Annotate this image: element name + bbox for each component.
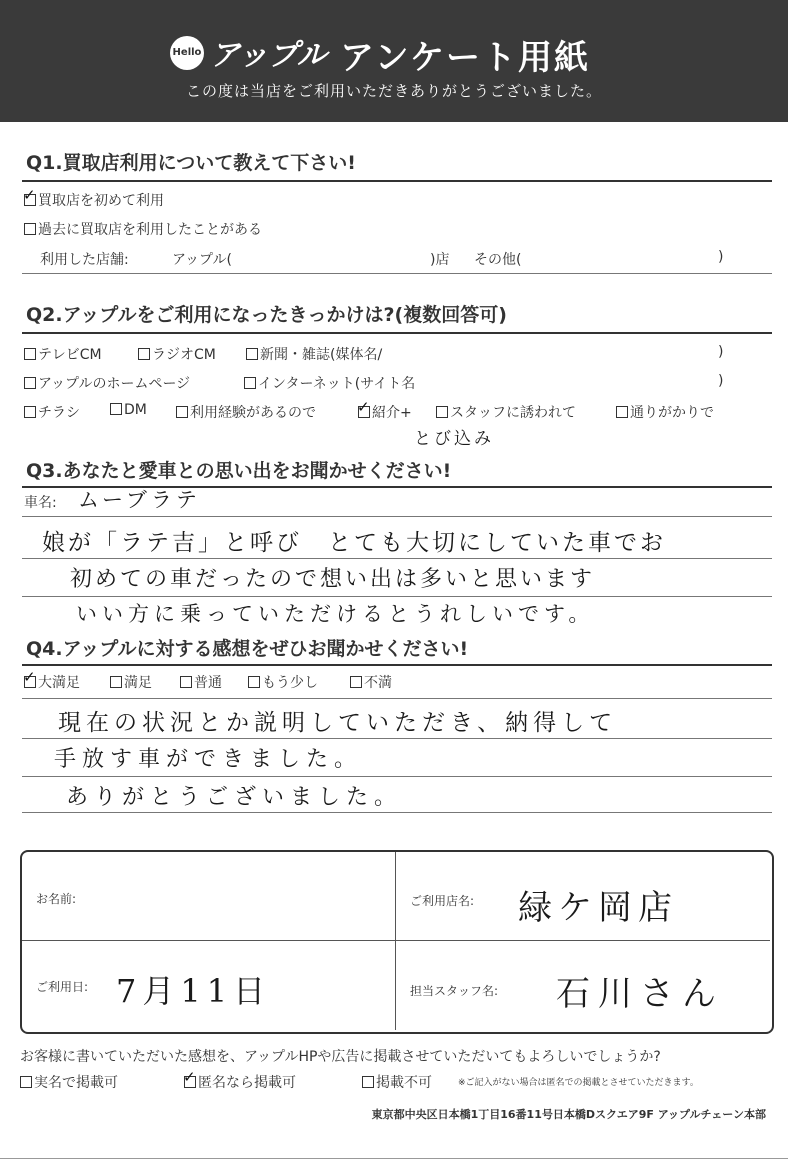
- consent-option-real-name[interactable]: 実名で掲載可: [20, 1072, 118, 1092]
- checkbox-checked-icon[interactable]: [184, 1076, 196, 1088]
- q2-option-staff[interactable]: スタッフに誘われて: [436, 402, 576, 422]
- page-title: アンケート用紙: [340, 38, 590, 78]
- q2-handwritten-note: とび込み: [414, 429, 494, 449]
- name-label: お名前:: [36, 892, 77, 906]
- q3-rule-2: [22, 558, 772, 559]
- checkbox-icon[interactable]: [248, 676, 260, 688]
- q3-comment-line-2: 初めての車だったので想い出は多いと思います: [70, 567, 596, 592]
- checkbox-checked-icon[interactable]: [24, 676, 36, 688]
- q4-option-very-satisfied[interactable]: ✓大満足: [24, 672, 80, 692]
- q4-rule-3: [22, 776, 772, 777]
- q2-option-homepage[interactable]: アップルのホームページ: [24, 373, 190, 393]
- checkbox-icon[interactable]: [24, 406, 36, 418]
- q4-option-normal[interactable]: 普通: [180, 672, 222, 692]
- q3-car-label: 車名:: [24, 495, 57, 511]
- q1-other-label: その他(: [474, 252, 522, 268]
- q4-option-could-improve[interactable]: もう少し: [248, 672, 318, 692]
- checkbox-icon[interactable]: [138, 348, 150, 360]
- store-name-value: 緑ケ岡店: [518, 888, 678, 928]
- q4-option-dissatisfied[interactable]: 不満: [350, 672, 392, 692]
- checkbox-icon[interactable]: [176, 406, 188, 418]
- q1-store-suffix: )店: [430, 252, 450, 268]
- consent-option-not-allowed[interactable]: 掲載不可: [362, 1072, 432, 1092]
- q3-title: Q3.あなたと愛車との思い出をお聞かせください!: [26, 460, 452, 482]
- page-subtitle: この度は当店をご利用いただきありがとうございました。: [185, 82, 602, 100]
- q2-option-tv[interactable]: テレビCM: [24, 344, 102, 364]
- q4-rule-4: [22, 812, 772, 813]
- checkbox-icon[interactable]: [110, 403, 122, 415]
- header-banner: [0, 0, 788, 122]
- q2-option-passing[interactable]: 通りがかりで: [616, 402, 714, 422]
- staff-name-label: 担当スタッフ名:: [410, 984, 499, 998]
- checkbox-icon[interactable]: [246, 348, 258, 360]
- checkbox-icon[interactable]: [24, 223, 36, 235]
- q4-rule-2: [22, 738, 772, 739]
- q1-store-label: 利用した店舗:: [40, 252, 129, 268]
- q3-rule-3: [22, 596, 772, 597]
- q1-store-apple: アップル(: [172, 252, 232, 268]
- checkbox-icon[interactable]: [180, 676, 192, 688]
- checkbox-icon[interactable]: [20, 1076, 32, 1088]
- q4-comment-line-3: ありがとうございました。: [66, 785, 403, 810]
- q2-news-close: ): [718, 344, 724, 360]
- info-box-horizontal-divider: [22, 940, 770, 941]
- q3-car-name: ムーブラテ: [78, 488, 201, 512]
- q4-comment-line-2: 手放す車ができました。: [54, 747, 363, 772]
- checkbox-icon[interactable]: [436, 406, 448, 418]
- q2-internet-close: ): [718, 373, 724, 389]
- q1-divider: [22, 180, 772, 182]
- info-box-vertical-divider: [395, 852, 396, 1030]
- checkbox-icon[interactable]: [244, 377, 256, 389]
- q1-store-rule: [22, 273, 772, 274]
- consent-option-anonymous[interactable]: ✓ 匿名なら掲載可: [184, 1072, 296, 1092]
- checkbox-icon[interactable]: [350, 676, 362, 688]
- checkbox-checked-icon[interactable]: [24, 194, 36, 206]
- q2-option-newspaper[interactable]: 新聞・雑誌(媒体名/: [246, 344, 382, 364]
- apple-logo-icon: Hello: [170, 36, 204, 70]
- q1-title: Q1.買取店利用について教えて下さい!: [26, 152, 356, 174]
- checkbox-icon[interactable]: [24, 348, 36, 360]
- q2-title: Q2.アップルをご利用になったきっかけは?(複数回答可): [26, 304, 507, 326]
- q2-option-flyer[interactable]: チラシ: [24, 402, 80, 422]
- q4-rule-1: [22, 698, 772, 699]
- staff-name-value: 石川さん: [556, 974, 724, 1014]
- consent-note: ※ご記入がない場合は匿名での掲載とさせていただきます。: [458, 1078, 699, 1088]
- q2-option-experience[interactable]: 利用経験があるので: [176, 402, 316, 422]
- q1-option-first-time[interactable]: ✓買取店を初めて利用: [24, 190, 164, 210]
- checkbox-icon[interactable]: [362, 1076, 374, 1088]
- company-address: 東京都中央区日本橋1丁目16番11号日本橋Dスクエア9F アップルチェーン本部: [371, 1108, 766, 1121]
- q2-option-internet[interactable]: インターネット(サイト名: [244, 373, 415, 393]
- q2-divider: [22, 332, 772, 334]
- q3-comment-line-3: いい方に乗っていただけるとうれしいです。: [76, 602, 595, 626]
- q4-comment-line-1: 現在の状況とか説明していただき、納得して: [58, 710, 618, 736]
- bottom-rule: [0, 1158, 788, 1159]
- q4-title: Q4.アップルに対する感想をぜひお聞かせください!: [26, 638, 469, 660]
- checkbox-icon[interactable]: [110, 676, 122, 688]
- q3-comment-line-1: 娘が「ラテ吉」と呼び とても大切にしていた車でお: [42, 530, 666, 556]
- checkbox-icon[interactable]: [24, 377, 36, 389]
- visit-date-label: ご利用日:: [36, 980, 89, 994]
- q2-option-radio[interactable]: ラジオCM: [138, 344, 216, 364]
- visit-date-value: 7月11日: [116, 972, 272, 1010]
- q1-option-used-before[interactable]: 過去に買取店を利用したことがある: [24, 219, 262, 239]
- checkbox-checked-icon[interactable]: [358, 406, 370, 418]
- store-name-label: ご利用店名:: [410, 894, 475, 908]
- q4-option-satisfied[interactable]: 満足: [110, 672, 152, 692]
- publication-consent-question: お客様に書いていただいた感想を、アップルHPや広告に掲載させていただいてもよろしいでしょうか?: [20, 1049, 661, 1065]
- checkbox-icon[interactable]: [616, 406, 628, 418]
- q1-other-close: ): [718, 249, 724, 265]
- brand-name: アップル: [210, 38, 327, 73]
- q4-divider: [22, 664, 772, 666]
- q3-rule-1: [22, 516, 772, 517]
- q2-option-dm[interactable]: DM: [110, 402, 147, 418]
- q2-option-referral[interactable]: ✓ 紹介+: [358, 402, 412, 422]
